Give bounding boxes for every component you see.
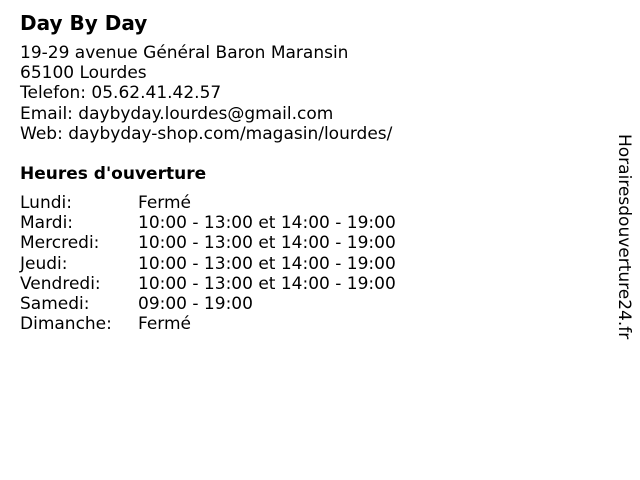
phone-number: Telefon: 05.62.41.42.57 (20, 83, 222, 104)
email-address: Email: daybyday.lourdes@gmail.com (20, 103, 334, 124)
day-hours: Fermé (138, 314, 192, 335)
day-label: Jeudi: (20, 253, 68, 274)
address-line-city: 65100 Lourdes (20, 63, 147, 84)
hours-row-thursday (20, 254, 396, 274)
opening-hours-table (20, 193, 396, 334)
day-label: Lundi: (20, 193, 72, 213)
store-contact-block (20, 43, 392, 144)
day-label: Vendredi: (20, 273, 101, 294)
hours-row-saturday (20, 294, 396, 314)
address-line-street: 19-29 avenue Général Baron Maransin (20, 43, 349, 63)
day-label: Mardi: (20, 213, 74, 234)
day-hours: 10:00 - 13:00 et 14:00 - 19:00 (138, 253, 396, 274)
day-label: Mercredi: (20, 233, 100, 254)
day-label: Samedi: (20, 294, 90, 315)
day-hours: 10:00 - 13:00 et 14:00 - 19:00 (138, 273, 396, 294)
hours-row-sunday (20, 314, 396, 334)
day-hours: Fermé (138, 193, 192, 213)
hours-row-friday (20, 274, 396, 294)
day-hours: 10:00 - 13:00 et 14:00 - 19:00 (138, 233, 396, 254)
hours-row-tuesday (20, 213, 396, 233)
site-watermark: Horairesdouverture24.fr (614, 134, 634, 340)
hours-row-wednesday (20, 233, 396, 253)
website-address: Web: daybyday-shop.com/magasin/lourdes/ (20, 123, 393, 144)
store-name: Day By Day (20, 11, 148, 35)
hours-row-monday (20, 193, 396, 213)
opening-hours-heading: Heures d'ouverture (20, 164, 207, 184)
day-label: Dimanche: (20, 314, 112, 335)
day-hours: 09:00 - 19:00 (138, 294, 253, 315)
day-hours: 10:00 - 13:00 et 14:00 - 19:00 (138, 213, 396, 234)
